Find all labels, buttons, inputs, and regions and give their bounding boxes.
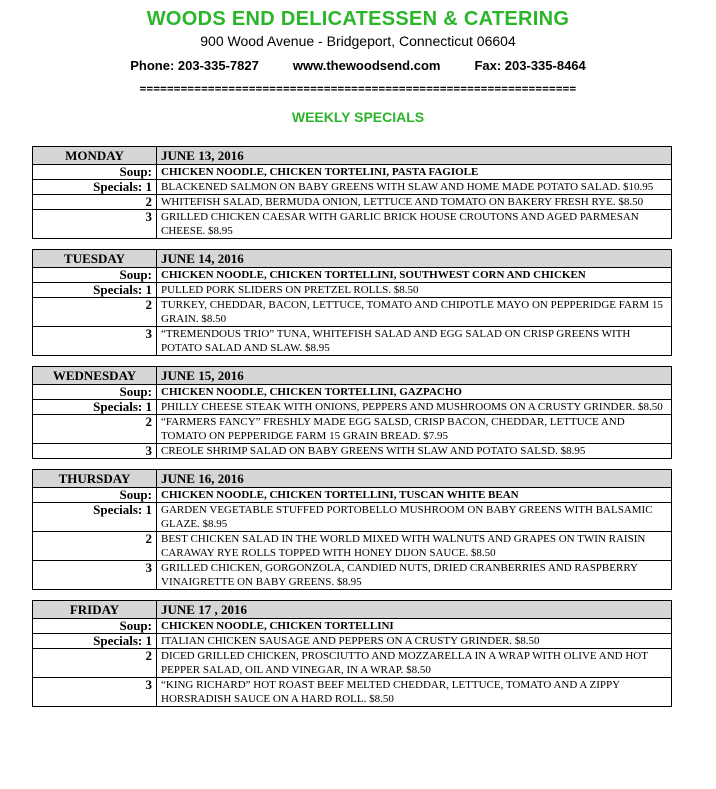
special-description: TURKEY, CHEDDAR, BACON, LETTUCE, TOMATO AND CHIPOTLE MAYO ON PEPPERIDGE FARM 15 GRAIN. $8.50 <box>157 298 672 327</box>
business-address: 900 Wood Avenue - Bridgeport, Connecticut 06604 <box>200 33 516 49</box>
special-description: DICED GRILLED CHICKEN, PROSCIUTTO AND MOZZARELLA IN A WRAP WITH OLIVE AND HOT PEPPER SALAD, OIL AND VINEGAR, IN A WRAP. $8.50 <box>157 649 672 678</box>
day-date: JUNE 15, 2016 <box>157 367 672 385</box>
special-number: 2 <box>33 298 157 327</box>
day-header-row <box>33 470 672 488</box>
phone-number: Phone: 203-335-7827 <box>130 58 259 73</box>
special-row <box>33 327 672 356</box>
contact-line <box>0 58 716 73</box>
soup-list: CHICKEN NOODLE, CHICKEN TORTELLINI, TUSCAN WHITE BEAN <box>157 488 672 503</box>
special-row <box>33 210 672 239</box>
special-number: Specials: 1 <box>33 180 157 195</box>
special-number: Specials: 1 <box>33 400 157 415</box>
special-row <box>33 649 672 678</box>
special-row <box>33 180 672 195</box>
day-header-row <box>33 367 672 385</box>
special-description: BEST CHICKEN SALAD IN THE WORLD MIXED WITH WALNUTS AND GRAPES ON TWIN RAISIN CARAWAY RYE ROLLS TOPPED WITH HONEY DIJON SAUCE. $8.50 <box>157 532 672 561</box>
day-table-tuesday <box>32 249 672 356</box>
day-date: JUNE 16, 2016 <box>157 470 672 488</box>
special-description: “KING RICHARD” HOT ROAST BEEF MELTED CHEDDAR, LETTUCE, TOMATO AND A ZIPPY HORSRADISH SAUCE ON A HARD ROLL. $8.50 <box>157 678 672 707</box>
day-name: MONDAY <box>33 147 157 165</box>
weekly-specials-list <box>32 146 672 717</box>
special-description: CREOLE SHRIMP SALAD ON BABY GREENS WITH SLAW AND POTATO SALSD. $8.95 <box>157 444 672 459</box>
special-number: Specials: 1 <box>33 634 157 649</box>
day-table-thursday <box>32 469 672 590</box>
special-row <box>33 634 672 649</box>
soup-list: CHICKEN NOODLE, CHICKEN TORTELINI, PASTA FAGIOLE <box>157 165 672 180</box>
soup-label: Soup: <box>33 385 157 400</box>
day-name: TUESDAY <box>33 250 157 268</box>
fax-number: Fax: 203-335-8464 <box>474 58 586 73</box>
special-row <box>33 444 672 459</box>
special-row <box>33 678 672 707</box>
soup-list: CHICKEN NOODLE, CHICKEN TORTELLINI <box>157 619 672 634</box>
soup-list: CHICKEN NOODLE, CHICKEN TORTELLINI, GAZPACHO <box>157 385 672 400</box>
day-header-row <box>33 601 672 619</box>
day-header-row <box>33 147 672 165</box>
soup-label: Soup: <box>33 165 157 180</box>
special-number: 3 <box>33 327 157 356</box>
special-description: “FARMERS FANCY” FRESHLY MADE EGG SALSD, CRISP BACON, CHEDDAR, LETTUCE AND TOMATO ON PEPPERIDGE FARM 15 GRAIN BREAD. $7.95 <box>157 415 672 444</box>
special-number: 3 <box>33 444 157 459</box>
soup-label: Soup: <box>33 488 157 503</box>
special-description: ITALIAN CHICKEN SAUSAGE AND PEPPERS ON A CRUSTY GRINDER. $8.50 <box>157 634 672 649</box>
special-row <box>33 561 672 590</box>
special-row <box>33 503 672 532</box>
special-row <box>33 298 672 327</box>
special-description: PULLED PORK SLIDERS ON PRETZEL ROLLS. $8.50 <box>157 283 672 298</box>
soup-row <box>33 268 672 283</box>
special-description: GRILLED CHICKEN CAESAR WITH GARLIC BRICK HOUSE CROUTONS AND AGED PARMESAN CHEESE. $8.95 <box>157 210 672 239</box>
page-header <box>0 8 716 125</box>
special-description: GARDEN VEGETABLE STUFFED PORTOBELLO MUSHROOM ON BABY GREENS WITH BALSAMIC GLAZE. $8.95 <box>157 503 672 532</box>
special-number: Specials: 1 <box>33 503 157 532</box>
day-name: FRIDAY <box>33 601 157 619</box>
special-number: 3 <box>33 678 157 707</box>
soup-list: CHICKEN NOODLE, CHICKEN TORTELLINI, SOUTHWEST CORN AND CHICKEN <box>157 268 672 283</box>
soup-label: Soup: <box>33 268 157 283</box>
special-row <box>33 415 672 444</box>
special-description: WHITEFISH SALAD, BERMUDA ONION, LETTUCE AND TOMATO ON BAKERY FRESH RYE. $8.50 <box>157 195 672 210</box>
special-row <box>33 195 672 210</box>
special-description: “TREMENDOUS TRIO” TUNA, WHITEFISH SALAD AND EGG SALAD ON CRISP GREENS WITH POTATO SALAD AND SLAW. $8.95 <box>157 327 672 356</box>
day-table-friday <box>32 600 672 707</box>
soup-row <box>33 619 672 634</box>
special-row <box>33 532 672 561</box>
day-table-wednesday <box>32 366 672 459</box>
day-name: WEDNESDAY <box>33 367 157 385</box>
special-number: 2 <box>33 532 157 561</box>
day-date: JUNE 17 , 2016 <box>157 601 672 619</box>
day-name: THURSDAY <box>33 470 157 488</box>
soup-label: Soup: <box>33 619 157 634</box>
special-row <box>33 400 672 415</box>
special-number: 2 <box>33 649 157 678</box>
website-link[interactable]: www.thewoodsend.com <box>292 58 441 73</box>
special-row <box>33 283 672 298</box>
special-number: Specials: 1 <box>33 283 157 298</box>
day-date: JUNE 14, 2016 <box>157 250 672 268</box>
special-description: BLACKENED SALMON ON BABY GREENS WITH SLAW AND HOME MADE POTATO SALAD. $10.95 <box>157 180 672 195</box>
soup-row <box>33 165 672 180</box>
day-header-row <box>33 250 672 268</box>
separator-rule: ================================================================ <box>139 82 577 95</box>
business-title: WOODS END DELICATESSEN & CATERING <box>146 8 570 30</box>
special-number: 3 <box>33 561 157 590</box>
day-date: JUNE 13, 2016 <box>157 147 672 165</box>
soup-row <box>33 488 672 503</box>
special-description: GRILLED CHICKEN, GORGONZOLA, CANDIED NUTS, DRIED CRANBERRIES AND RASPBERRY VINAIGRETTE ON BABY GREENS. $8.95 <box>157 561 672 590</box>
special-description: PHILLY CHEESE STEAK WITH ONIONS, PEPPERS AND MUSHROOMS ON A CRUSTY GRINDER. $8.50 <box>157 400 672 415</box>
special-number: 3 <box>33 210 157 239</box>
day-table-monday <box>32 146 672 239</box>
soup-row <box>33 385 672 400</box>
weekly-specials-heading: WEEKLY SPECIALS <box>291 109 425 125</box>
special-number: 2 <box>33 415 157 444</box>
special-number: 2 <box>33 195 157 210</box>
